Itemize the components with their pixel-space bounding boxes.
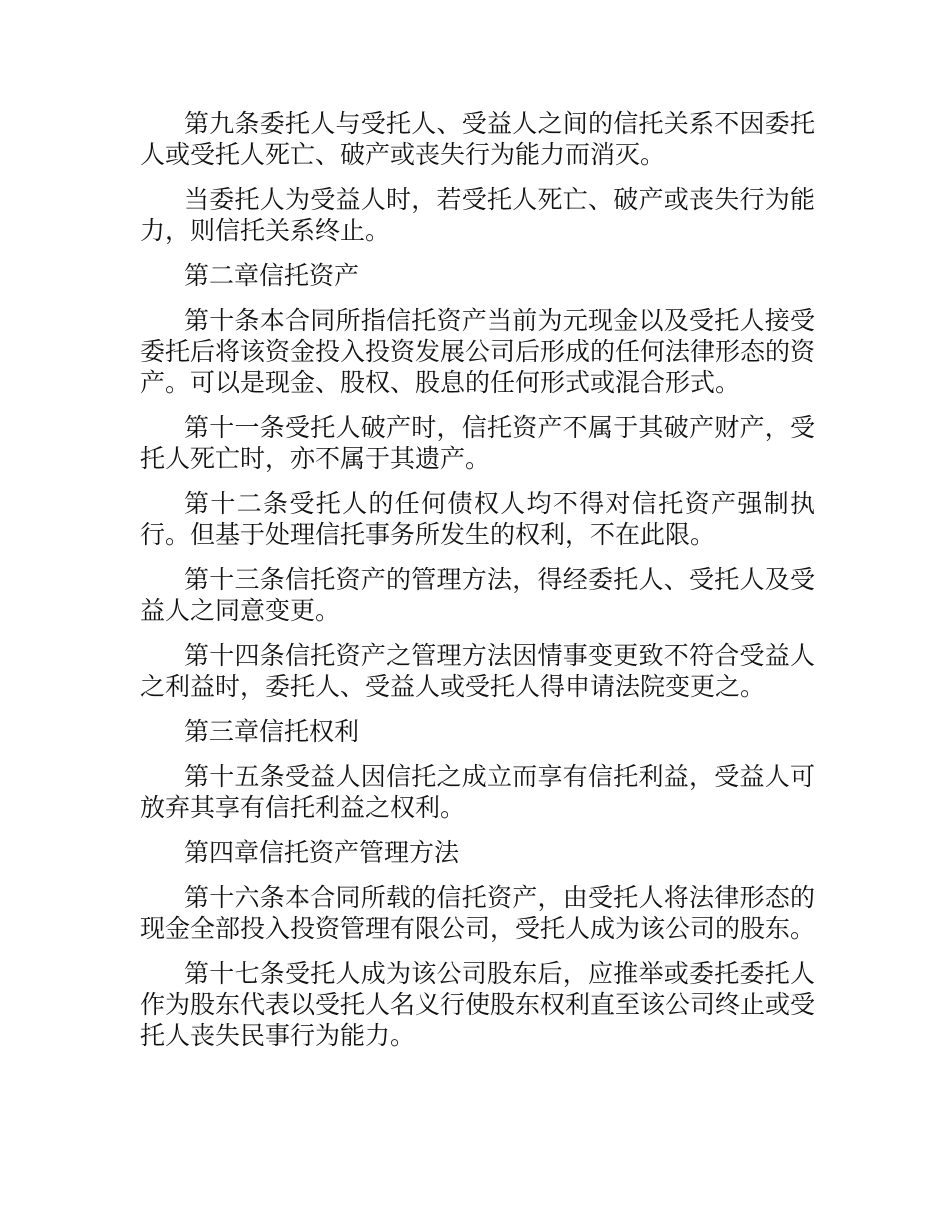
article-16: 第十六条本合同所载的信托资产，由受托人将法律形态的现金全部投入投资管理有限公司，受托人成为该公司的股东。 xyxy=(140,883,816,943)
chapter-4-heading: 第四章信托资产管理方法 xyxy=(184,838,460,867)
article-12: 第十二条受托人的任何债权人均不得对信托资产强制执行。但基于处理信托事务所发生的权利，不在此限。 xyxy=(140,489,815,549)
chapter-3-heading: 第三章信托权利 xyxy=(184,717,360,746)
article-10: 第十条本合同所指信托资产当前为元现金以及受托人接受委托后将该资金投入投资发展公司后形成的任何法律形态的资产。可以是现金、股权、股息的任何形式或混合形式。 xyxy=(140,306,816,397)
article-13: 第十三条信托资产的管理方法，得经委托人、受托人及受益人之同意变更。 xyxy=(140,565,815,625)
article-9: 第九条委托人与受托人、受益人之间的信托关系不因委托人或受托人死亡、破产或丧失行为能力而消灭。 xyxy=(140,109,815,169)
article-9-clause: 当委托人为受益人时，若受托人死亡、破产或丧失行为能力，则信托关系终止。 xyxy=(140,185,815,245)
article-15: 第十五条受益人因信托之成立而享有信托利益，受益人可放弃其享有信托利益之权利。 xyxy=(140,762,815,822)
chapter-2-heading: 第二章信托资产 xyxy=(184,261,360,290)
document-page xyxy=(140,108,815,1065)
article-14: 第十四条信托资产之管理方法因情事变更致不符合受益人之利益时，委托人、受益人或受托人得申请法院变更之。 xyxy=(140,641,815,701)
article-11: 第十一条受托人破产时，信托资产不属于其破产财产，受托人死亡时，亦不属于其遗产。 xyxy=(140,413,815,473)
article-17: 第十七条受托人成为该公司股东后，应推举或委托委托人作为股东代表以受托人名义行使股东权利直至该公司终止或受托人丧失民事行为能力。 xyxy=(140,959,816,1050)
